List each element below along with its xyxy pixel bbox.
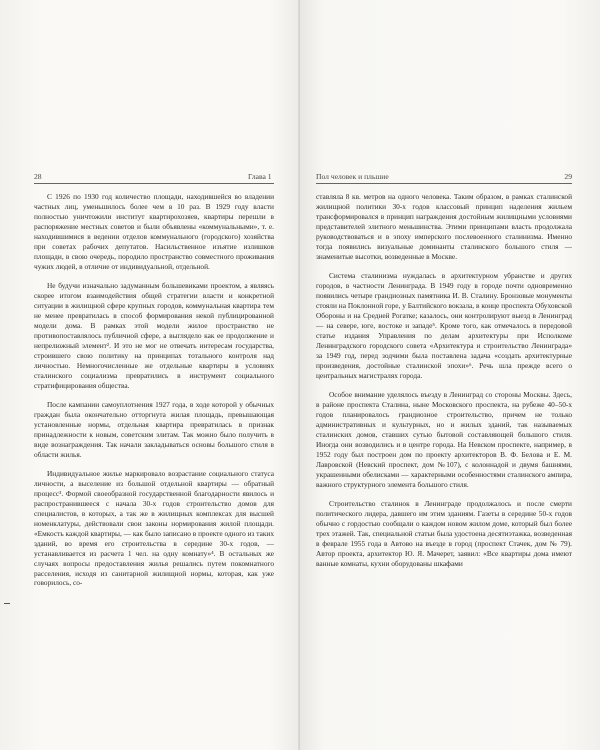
right-page	[300, 0, 600, 750]
paragraph: С 1926 по 1930 год количество площади, находившейся во владении частных лиц, уменьшилось более чем в 10 раз. В 1929 году власти полностью уничтожили институт квартирохозяев, квартиры перешли в распоряжение местных советов и были объявлены «коммунальными», т. е. находившимися в ведении отделов коммунального (городского) хозяйства при советах рабочих депутатов. Насильственное изъятие излишков площади, в свою очередь, породило пространство совместного проживания чужих людей, в отличие от индивидуальной, отдельной.	[34, 192, 274, 271]
right-running-head	[316, 172, 572, 184]
margin-mark	[4, 603, 10, 604]
right-body-text	[316, 192, 572, 569]
left-running-head	[34, 172, 274, 184]
right-section-title: Пол человек и пльшие	[316, 172, 389, 181]
paragraph: ставляла 8 кв. метров на одного человека. Таким образом, в рамках сталинской жилищной политики 30-х годов классовый принцип наделения жильем трансформировался в принцип награждения достойным жилищными условиями представителей элитного меньшинства. Этими принципами власть продолжала руководствоваться и в эпоху имперского послевоенного сталинизма. Именно тогда появились визуальные доминанты сталинского большого стиля — знаменитые высотки, возведенные в Москве.	[316, 192, 572, 261]
paragraph: Особое внимание уделялось въезду в Ленинград со стороны Москвы. Здесь, в районе проспекта Сталина, ныне Московского проспекта, на рубеже 40–50-х годов планировалось грандиозное строительство, причем не только административных и культурных, но и жилых зданий, так называемых сталинских домов, ставших сутью бытовой составляющей большого стиля. Иногда они возводились и в центре города. На Невском проспекте, например, в 1952 году был построен дом по проекту архитекторов В. Ф. Белова и Е. М. Лавровской (Невский проспект, дом №107), с колоннадой и двумя башнями, украшенными обелисками — характерными особенностями сталинского ампира, важного структурного элемента большого стиля.	[316, 389, 572, 489]
left-page-number: 28	[34, 172, 42, 181]
left-body-text	[34, 192, 274, 588]
paragraph: После кампании самоуплотнения 1927 года, в ходе которой у обычных граждан была окончательно отторгнута жилая площадь, превышающая установленные нормы, отдельная квартира превратилась в признак принадлежности к новым, советским элитам. Так можно было получить в виде вознаграждения. Так начали закладываться основы большого стиля в области жилья.	[34, 399, 274, 459]
paragraph: Индивидуальное жилье маркировало возрастание социального статуса личности, а выселение из большой отдельной квартиры — обратный процесс³. Формой своеобразной государственной благодарности явилось и распространившееся с начала 30-х годов строительство домов для специалистов, в которых, а так же в жилищных комплексах для высшей номенклатуры, действовали свои законы нормирования жилой площади. «Емкость каждой квартиры, — как было записано в проекте одного из таких зданий, во время его строительства в середине 30-х годов, — устанавливается из расчета 1 чел. на одну комнату»⁴. В остальных же случаях вопросы предоставления жилья решались путем покомнатного расселения, исходя из санитарной жилищной нормы, которая, как уже говорилось, со-	[34, 469, 275, 588]
paragraph: Система сталинизма нуждалась в архитектурном убранстве и других городов, в частности Ленинграда. В 1949 году в городе почти одновременно появились четыре грандиозных памятника И. В. Сталину. Бронзовые монументы стояли на Поклонной горе, у Балтийского вокзала, в конце проспекта Обуховской Обороны и на Средней Рогатке; казалось, они контролируют выезд в Ленинград — на севере, юге, востоке и западе⁵. Кроме того, как отмечалось в передовой статье издания Управления по делам архитектуры при Исполкоме Ленинградского городского совета «Архитектура и строительство Ленинграда» за 1949 год, перед зодчими была поставлена задача «создать архитектурные произведения, достойные сталинской эпохи»⁶. Речь шла прежде всего о центральных магистралях города.	[316, 271, 572, 380]
right-page-number: 29	[564, 172, 572, 181]
left-header-rule	[34, 183, 274, 184]
right-header-rule	[316, 183, 572, 184]
left-chapter-title: Глава 1	[248, 172, 272, 181]
paragraph: Не будучи изначально задуманным большевиками проектом, а являясь скорее итогом взаимодействия общей стратегии власти и конкретной ситуации в жилищной сфере крупных городов, коммунальная квартира тем не менее превратилась в способ формирования некой публицированной модели дома. В рамках этой модели жилое пространство не противопоставлялось публичной сфере, а выглядело как ее продолжение и непрелюжный элемент². И это не мог не отвечать интересам государства, строившего свою политику на принципах тотального контроля над личностью. Немногочисленные же отдельные квартиры в условиях сталинского социализма превратились в инструмент социального стратифицирования общества.	[34, 281, 274, 390]
paragraph: Строительство сталинок в Ленинграде продолжалось и после смерти политического лидера, давшего им этим зданиям. Газеты в середине 50-х годов обычно с гордостью сообщали о каждом новом жилом доме, который был более трех этажей. Так, специальной статьи была удостоена десятиэтажка, возведенная в феврале 1955 года в Автово на въезде в город (проспект Стачек, дом № 79). Автор проекта, архитектор Ю. Я. Мачерет, заявил: «Все квартиры дома имеют ванные комнаты, кухни оборудованы шкафами	[316, 498, 572, 568]
